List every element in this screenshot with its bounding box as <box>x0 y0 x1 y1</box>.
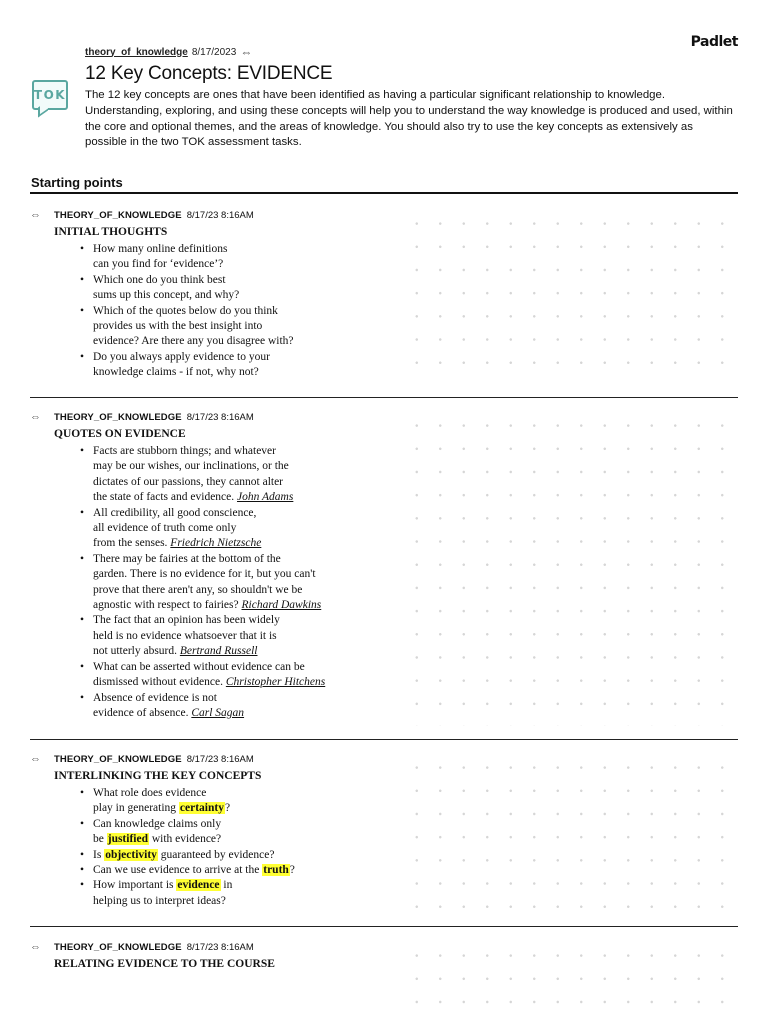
list-item-line: agnostic with respect to fairies? Richard Dawkins <box>93 599 322 612</box>
page-description: The 12 key concepts are ones that have been identified as having a particular significant relationship to knowledge. Understanding, exploring, and using these concepts will help you to understand the way knowledge is produced and used, within the core and optional themes, and the areas of knowledge. You should also try to use the key concepts as extensively as possible in the two TOK assessment tasks. <box>85 89 733 149</box>
post-card[interactable] <box>30 410 738 721</box>
list-item <box>78 863 738 878</box>
list-item-line: evidence? Are there any you disagree with? <box>93 335 294 348</box>
post-author: THEORY_OF_KNOWLEDGE <box>54 941 182 953</box>
quote-author-link[interactable]: Richard Dawkins <box>241 599 322 612</box>
list-item <box>78 786 738 817</box>
list-item-line: • Can we use evidence to arrive at the truth? <box>93 864 295 877</box>
brand-label: Padlet <box>690 34 738 50</box>
link-icon[interactable]: ⇔ <box>240 45 253 59</box>
list-item-line: • How many online definitions <box>93 243 228 255</box>
list-item-line: dismissed without evidence. Christopher Hitchens <box>93 676 326 689</box>
post-author: THEORY_OF_KNOWLEDGE <box>54 209 182 221</box>
list-item-line: • All credibility, all good conscience, <box>93 506 257 519</box>
section-divider <box>30 192 738 194</box>
post-title: QUOTES ON EVIDENCE <box>54 428 186 440</box>
post-date: 8/17/23 8:16AM <box>186 753 254 765</box>
post-card[interactable] <box>30 940 738 974</box>
list-item-line: may be our wishes, our inclinations, or the <box>93 460 289 473</box>
list-item-line: dictates of our passions, they cannot alter <box>93 475 284 488</box>
list-item-line: prove that there aren't any, so shouldn't we be <box>93 583 303 596</box>
list-item-line: • Absence of evidence is not <box>93 691 217 704</box>
post-card[interactable] <box>30 752 738 909</box>
list-item-line: held is no evidence whatsoever that it is <box>93 629 277 642</box>
highlighted-concept: objectivity <box>105 848 157 861</box>
list-item <box>78 350 738 381</box>
list-item-line: • What can be asserted without evidence can be <box>93 660 305 673</box>
list-item-line: can you find for ‘evidence’? <box>93 258 224 271</box>
post-card[interactable] <box>30 208 738 381</box>
list-item-line: from the senses. Friedrich Nietzsche <box>93 537 262 550</box>
header-date: 8/17/2023 <box>191 46 237 58</box>
list-item-line: • Is objectivity guaranteed by evidence? <box>93 848 275 861</box>
list-item-line: • Which one do you think best <box>93 273 226 286</box>
link-icon[interactable]: ⇔ <box>30 209 41 221</box>
list-item-line: • What role does evidence <box>93 787 207 799</box>
post-title: INITIAL THOUGHTS <box>54 226 168 238</box>
list-item-line: knowledge claims - if not, why not? <box>93 366 259 379</box>
post-list <box>78 786 738 909</box>
list-item <box>78 444 738 506</box>
list-item-line: • The fact that an opinion has been widely <box>93 614 280 627</box>
quote-author-link[interactable]: Bertrand Russell <box>179 645 258 658</box>
post-date: 8/17/23 8:16AM <box>186 941 254 953</box>
list-item <box>78 691 738 722</box>
list-item <box>78 613 738 659</box>
quote-author-link[interactable]: John Adams <box>237 491 294 504</box>
post-divider <box>30 739 738 740</box>
post-list <box>78 242 738 381</box>
list-item-line: sums up this concept, and why? <box>93 289 240 302</box>
post-date: 8/17/23 8:16AM <box>186 209 254 221</box>
list-item-line: • Facts are stubborn things; and whatever <box>93 445 276 457</box>
link-icon[interactable]: ⇔ <box>30 411 41 423</box>
list-item-line: • Which of the quotes below do you think <box>93 304 278 317</box>
list-item <box>78 552 738 614</box>
section-title: Starting points <box>31 175 123 190</box>
link-icon[interactable]: ⇔ <box>30 941 41 953</box>
highlighted-concept: truth <box>263 864 289 877</box>
tok-logo-text: TOK <box>33 88 67 102</box>
highlighted-concept: certainty <box>179 802 224 815</box>
list-item-line: all evidence of truth come only <box>93 522 237 535</box>
post-author: THEORY_OF_KNOWLEDGE <box>54 753 182 765</box>
quote-author-link[interactable]: Friedrich Nietzsche <box>170 537 262 550</box>
post-meta <box>30 208 738 222</box>
header-meta <box>85 46 735 58</box>
list-item-line: play in generating certainty? <box>93 802 231 815</box>
link-icon[interactable]: ⇔ <box>30 753 41 765</box>
post-divider <box>30 926 738 927</box>
list-item <box>78 242 738 273</box>
list-item-line: • Do you always apply evidence to your <box>93 350 270 363</box>
post-author: THEORY_OF_KNOWLEDGE <box>54 411 182 423</box>
list-item-line: the state of facts and evidence. John Adams <box>93 491 294 504</box>
list-item <box>78 817 738 848</box>
highlighted-concept: evidence <box>177 879 220 892</box>
highlighted-concept: justified <box>107 833 148 846</box>
quote-author-link[interactable]: Carl Sagan <box>191 706 245 719</box>
page-title: 12 Key Concepts: EVIDENCE <box>85 63 333 84</box>
post-meta <box>30 752 738 766</box>
header-author-link[interactable]: theory_of_knowledge <box>85 46 188 58</box>
post-list <box>78 444 738 721</box>
tok-logo <box>32 80 68 110</box>
post-meta <box>30 940 738 954</box>
list-item-line: helping us to interpret ideas? <box>93 894 226 907</box>
list-item-line: • Can knowledge claims only <box>93 817 222 830</box>
list-item-line: garden. There is no evidence for it, but you can't <box>93 568 316 581</box>
list-item <box>78 848 738 863</box>
post-meta <box>30 410 738 424</box>
list-item <box>78 878 738 909</box>
list-item <box>78 304 738 350</box>
list-item-line: not utterly absurd. Bertrand Russell <box>93 645 258 658</box>
post-title: RELATING EVIDENCE TO THE COURSE <box>54 958 275 970</box>
list-item <box>78 273 738 304</box>
post-divider <box>30 397 738 398</box>
list-item-line: • There may be fairies at the bottom of the <box>93 552 281 565</box>
list-item-line: evidence of absence. Carl Sagan <box>93 706 245 719</box>
quote-author-link[interactable]: Christopher Hitchens <box>225 676 326 689</box>
list-item-line: provides us with the best insight into <box>93 320 263 333</box>
padlet-header <box>85 46 735 151</box>
list-item-line: be justified with evidence? <box>93 833 222 846</box>
post-title: INTERLINKING THE KEY CONCEPTS <box>54 770 262 782</box>
post-date: 8/17/23 8:16AM <box>186 411 254 423</box>
list-item <box>78 506 738 552</box>
list-item <box>78 660 738 691</box>
list-item-line: • How important is evidence in <box>93 879 233 892</box>
